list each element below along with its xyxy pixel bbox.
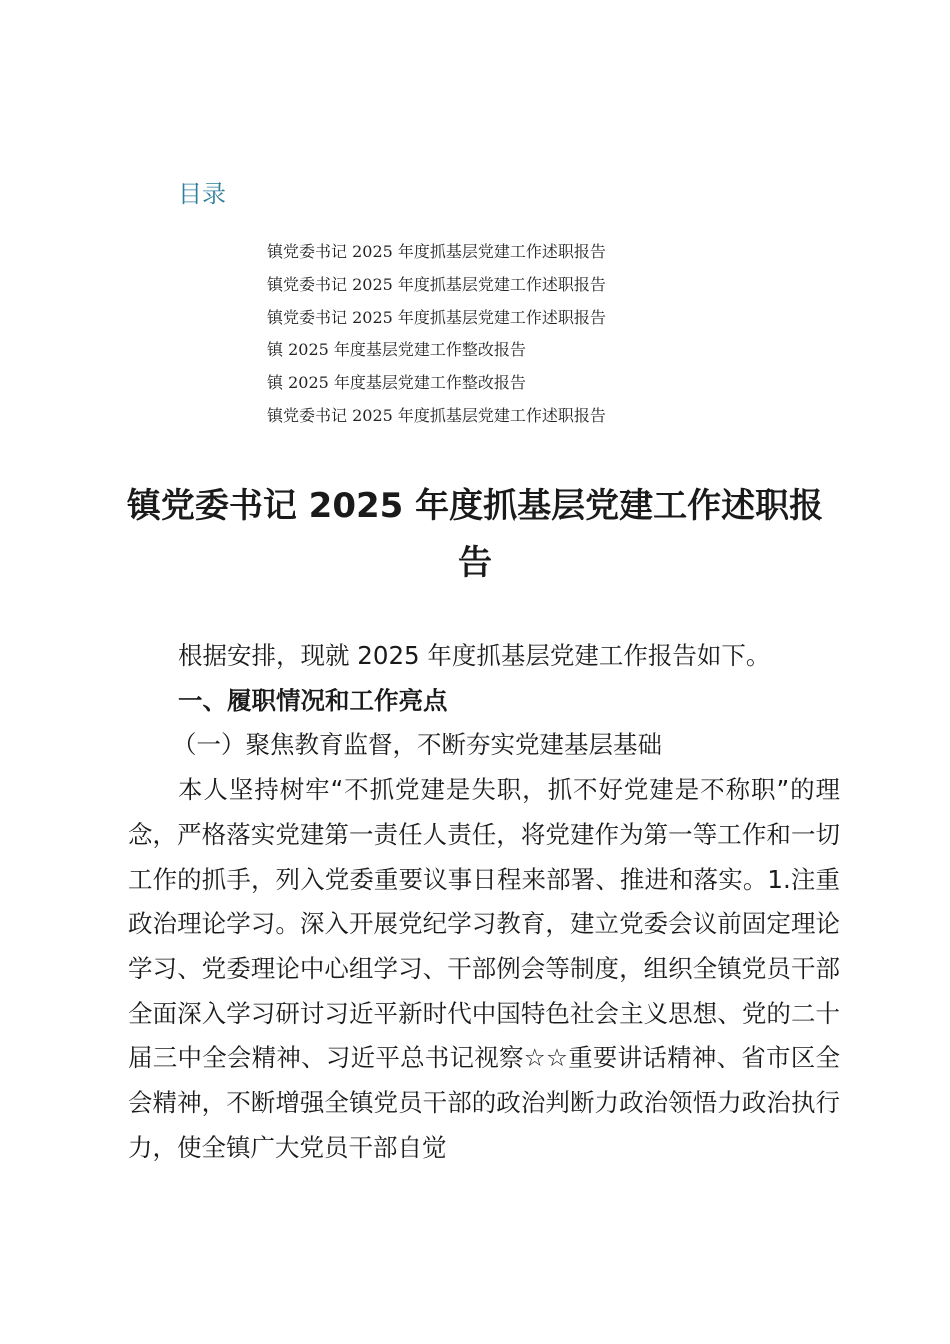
toc-list xyxy=(267,236,606,433)
intro-paragraph: 根据安排，现就 2025 年度抓基层党建工作报告如下。 xyxy=(178,641,771,670)
toc-item[interactable]: 镇 2025 年度基层党建工作整改报告 xyxy=(267,373,526,393)
toc-heading: 目录 xyxy=(178,180,226,208)
body-paragraph: 本人坚持树牢“不抓党建是失职，抓不好党建是不称职”的理念，严格落实党建第一责任人责任，将党建作为第一等工作和一切工作的抓手，列入党委重要议事日程来部署、推进和落实。1.注重政治理论学习。深入开展党纪学习教育，建立党委会议前固定理论学习、党委理论中心组学习、干部例会等制度，组织全镇党员干部全面深入学习研讨习近平新时代中国特色社会主义思想、党的二十届三中全会精神、习近平总书记视察☆☆重要讲话精神、省市区全会精神，不断增强全镇党员干部的政治判断力政治领悟力政治执行力，使全镇广大党员干部自觉 xyxy=(128,775,840,1162)
toc-item[interactable]: 镇党委书记 2025 年度抓基层党建工作述职报告 xyxy=(267,242,606,261)
toc-item[interactable]: 镇党委书记 2025 年度抓基层党建工作述职报告 xyxy=(267,274,606,294)
subsection-heading: （一）聚焦教育监督，不断夯实党建基层基础 xyxy=(172,730,662,760)
toc-item[interactable]: 镇党委书记 2025 年度抓基层党建工作述职报告 xyxy=(267,405,606,425)
toc-item[interactable]: 镇党委书记 2025 年度抓基层党建工作述职报告 xyxy=(267,307,606,327)
document-body xyxy=(128,634,840,1170)
document-title: 镇党委书记 2025 年度抓基层党建工作述职报告 xyxy=(126,486,824,583)
section-heading: 一、履职情况和工作亮点 xyxy=(178,685,448,715)
toc-item[interactable]: 镇 2025 年度基层党建工作整改报告 xyxy=(267,340,526,360)
